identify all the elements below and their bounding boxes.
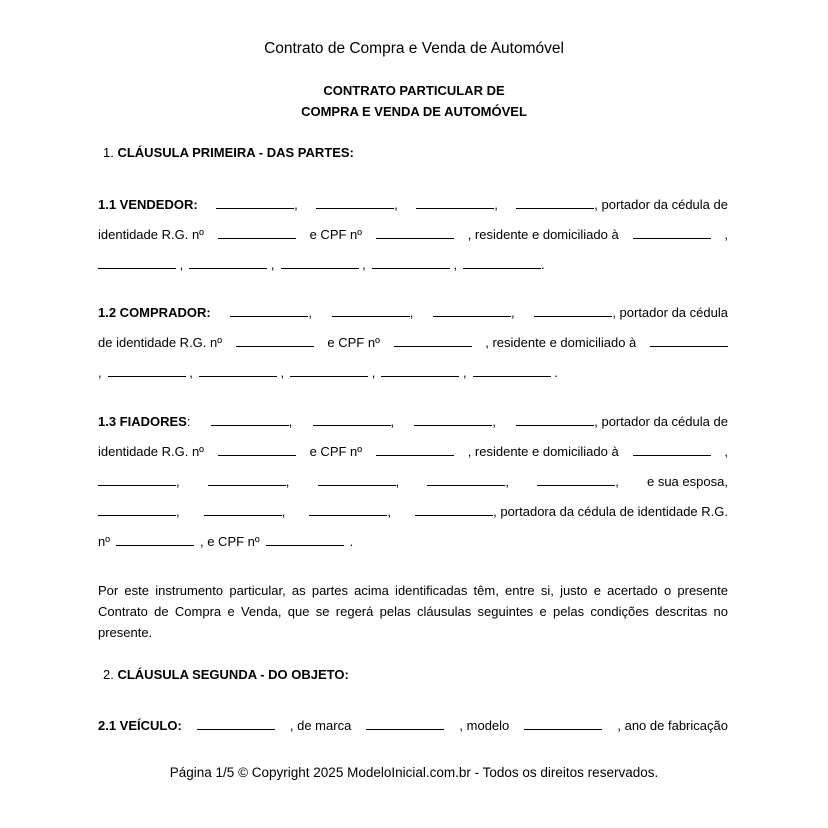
blank-field[interactable] [290,364,368,377]
vendedor-label: 1.1 VENDEDOR: [98,197,198,212]
cpf-field[interactable] [376,443,454,456]
fiadores-label: 1.3 FIADORES [98,414,187,429]
section2-heading [103,667,349,682]
fiadores-clause [98,407,728,557]
section1-number: 1. [103,145,114,160]
section1-title: CLÁUSULA PRIMEIRA - DAS PARTES: [117,145,354,160]
cpf-field[interactable] [394,334,472,347]
blank-field[interactable] [427,473,505,486]
blank-field[interactable] [216,196,294,209]
blank-field[interactable] [534,304,612,317]
blank-field[interactable] [372,256,450,269]
page-footer: Página 1/5 © Copyright 2025 ModeloInicial.com.br - Todos os direitos reservados. [169,765,659,780]
fiadores-line2: identidade R.G. nº e CPF nº , residente e domiciliado à , [98,444,728,459]
blank-field[interactable] [332,304,410,317]
comprador-label: 1.2 COMPRADOR: [98,305,211,320]
blank-field[interactable] [381,364,459,377]
vendedor-line3: , , , , . [98,250,728,280]
fiadores-line5: nº , e CPF nº . [98,534,354,549]
blank-field[interactable] [433,304,511,317]
blank-field[interactable] [537,473,615,486]
blank-field[interactable] [211,413,289,426]
blank-field[interactable] [98,256,176,269]
fiadores-line3: , , , , , e sua esposa, [98,467,728,497]
model-field[interactable] [524,717,602,730]
fiadores-line4: , , , , portadora da cédula de identidade R.G. [98,497,728,527]
vendedor-clause [98,190,728,280]
cpf-field[interactable] [266,533,344,546]
blank-field[interactable] [416,196,494,209]
blank-field[interactable] [516,413,594,426]
blank-field[interactable] [230,304,308,317]
blank-field[interactable] [316,196,394,209]
section2-number: 2. [103,667,114,682]
blank-field[interactable] [516,196,594,209]
blank-field[interactable] [313,413,391,426]
fiadores-line1: 1.3 FIADORES: , , , , portador da cédula de [98,414,728,429]
blank-field[interactable] [108,364,186,377]
rg-field[interactable] [218,226,296,239]
blank-field[interactable] [199,364,277,377]
blank-field[interactable] [98,473,176,486]
address-field[interactable] [633,226,711,239]
vendedor-line2: identidade R.G. nº e CPF nº , residente e domiciliado à , [98,227,728,242]
rg-field[interactable] [116,533,194,546]
address-field[interactable] [633,443,711,456]
section2-title: CLÁUSULA SEGUNDA - DO OBJETO: [117,667,349,682]
blank-field[interactable] [415,503,493,516]
blank-field[interactable] [318,473,396,486]
blank-field[interactable] [189,256,267,269]
comprador-line2: de identidade R.G. nº e CPF nº , residente e domiciliado à [98,328,728,358]
blank-field[interactable] [204,503,282,516]
vendedor-line1: 1.1 VENDEDOR: , , , , portador da cédula de [98,190,728,220]
comprador-line3: , , , , , . [98,365,558,380]
blank-field[interactable] [197,717,275,730]
blank-field[interactable] [309,503,387,516]
document-header-title: Contrato de Compra e Venda de Automóvel [264,40,564,57]
contract-title-line2: COMPRA E VENDA DE AUTOMÓVEL [301,104,527,119]
veiculo-clause [98,711,728,741]
blank-field[interactable] [281,256,359,269]
blank-field[interactable] [208,473,286,486]
rg-field[interactable] [236,334,314,347]
contract-title [0,80,828,122]
veiculo-line1: 2.1 VEÍCULO: , de marca , modelo , ano de fabricação [98,711,728,741]
blank-field[interactable] [98,503,176,516]
address-field[interactable] [650,334,728,347]
veiculo-label: 2.1 VEÍCULO: [98,718,182,733]
contract-title-line1: CONTRATO PARTICULAR DE [323,83,505,98]
brand-field[interactable] [366,717,444,730]
blank-field[interactable] [463,256,541,269]
intro-paragraph: Por este instrumento particular, as partes acima identificadas têm, entre si, justo e acertado o presente Contrato de Compra e Venda, que se regerá pelas cláusulas seguintes e pelas condições descritas no presente. [98,583,728,640]
rg-field[interactable] [218,443,296,456]
section1-heading [103,145,354,160]
comprador-line1: 1.2 COMPRADOR: , , , , portador da cédula [98,298,728,328]
blank-field[interactable] [473,364,551,377]
comprador-clause [98,298,728,388]
cpf-field[interactable] [376,226,454,239]
blank-field[interactable] [414,413,492,426]
